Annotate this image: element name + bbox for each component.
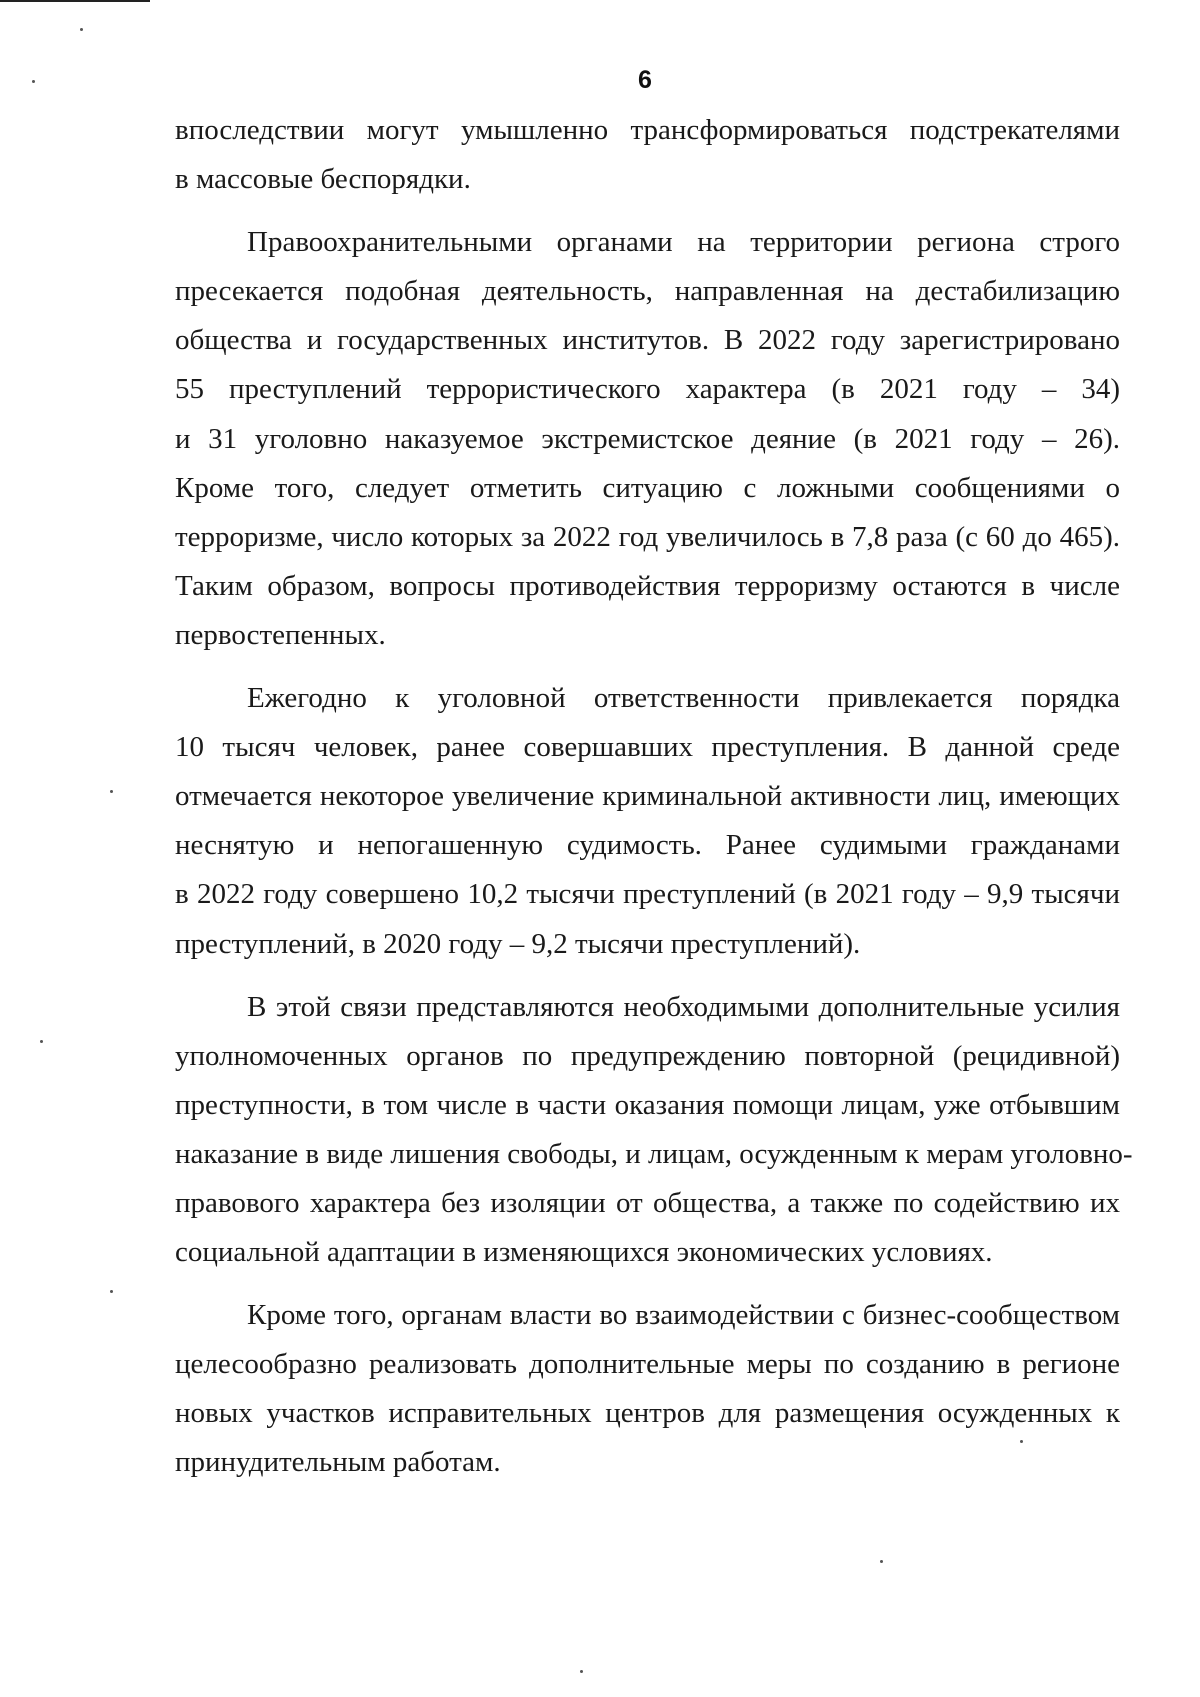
text-line: пресекается подобная деятельность, направленная на дестабилизацию	[175, 275, 1120, 308]
text-line: первостепенных.	[175, 618, 386, 651]
text-line: 10 тысяч человек, ранее совершавших преступления. В данной среде	[175, 731, 1120, 764]
scan-speck	[40, 1040, 43, 1043]
scan-speck	[1020, 1440, 1023, 1443]
text-line: неснятую и непогашенную судимость. Ранее судимыми гражданами	[175, 829, 1120, 862]
text-line: впоследствии могут умышленно трансформироваться подстрекателями	[175, 114, 1120, 146]
scan-speck	[110, 790, 113, 793]
page-number: 6	[638, 66, 652, 94]
text-line: преступлений, в 2020 году – 9,2 тысячи преступлений).	[175, 927, 861, 960]
text-line: Правоохранительными органами на территории региона строго	[247, 226, 1120, 259]
paragraph-4	[175, 983, 1133, 1278]
scan-speck	[110, 1290, 113, 1293]
text-line: Таким образом, вопросы противодействия терроризму остаются в числе	[175, 569, 1120, 602]
scan-speck	[32, 80, 35, 83]
text-line: терроризме, число которых за 2022 год увеличилось в 7,8 раза (с 60 до 465).	[175, 520, 1120, 553]
text-line: общества и государственных институтов. В 2022 году зарегистрировано	[175, 324, 1120, 357]
text-line: преступности, в том числе в части оказания помощи лицам, уже отбывшим	[175, 1088, 1120, 1121]
text-line: уполномоченных органов по предупреждению повторной (рецидивной)	[175, 1039, 1120, 1072]
text-line: В этой связи представляются необходимыми дополнительные усилия	[247, 990, 1120, 1023]
scan-speck	[80, 28, 83, 31]
text-line: принудительным работам.	[175, 1446, 501, 1479]
paragraph-1	[175, 106, 1120, 204]
text-line: Ежегодно к уголовной ответственности привлекается порядка	[247, 682, 1120, 715]
text-line: наказание в виде лишения свободы, и лицам, осужденным к мерам уголовно-	[175, 1137, 1133, 1170]
text-line: 55 преступлений террористического характера (в 2021 году – 34)	[175, 373, 1120, 406]
paragraph-3	[175, 674, 1120, 969]
text-line: социальной адаптации в изменяющихся экономических условиях.	[175, 1236, 993, 1269]
text-line: целесообразно реализовать дополнительные меры по созданию в регионе	[175, 1348, 1120, 1381]
text-line: в массовые беспорядки.	[175, 163, 471, 196]
scan-edge-line	[0, 0, 150, 2]
text-line: отмечается некоторое увеличение криминальной активности лиц, имеющих	[175, 780, 1120, 813]
paragraph-2	[175, 218, 1120, 660]
body-text	[175, 106, 1133, 1488]
text-line: новых участков исправительных центров для размещения осужденных к	[175, 1397, 1120, 1430]
scan-speck	[580, 1670, 583, 1673]
text-line: Кроме того, следует отметить ситуацию с ложными сообщениями о	[175, 471, 1120, 504]
text-line: правового характера без изоляции от общества, а также по содействию их	[175, 1186, 1120, 1219]
text-line: в 2022 году совершено 10,2 тысячи преступлений (в 2021 году – 9,9 тысячи	[175, 878, 1120, 911]
paragraph-5	[175, 1291, 1120, 1487]
text-line: Кроме того, органам власти во взаимодействии с бизнес-сообществом	[247, 1299, 1120, 1332]
scan-speck	[880, 1560, 883, 1563]
text-line: и 31 уголовно наказуемое экстремистское деяние (в 2021 году – 26).	[175, 422, 1120, 455]
